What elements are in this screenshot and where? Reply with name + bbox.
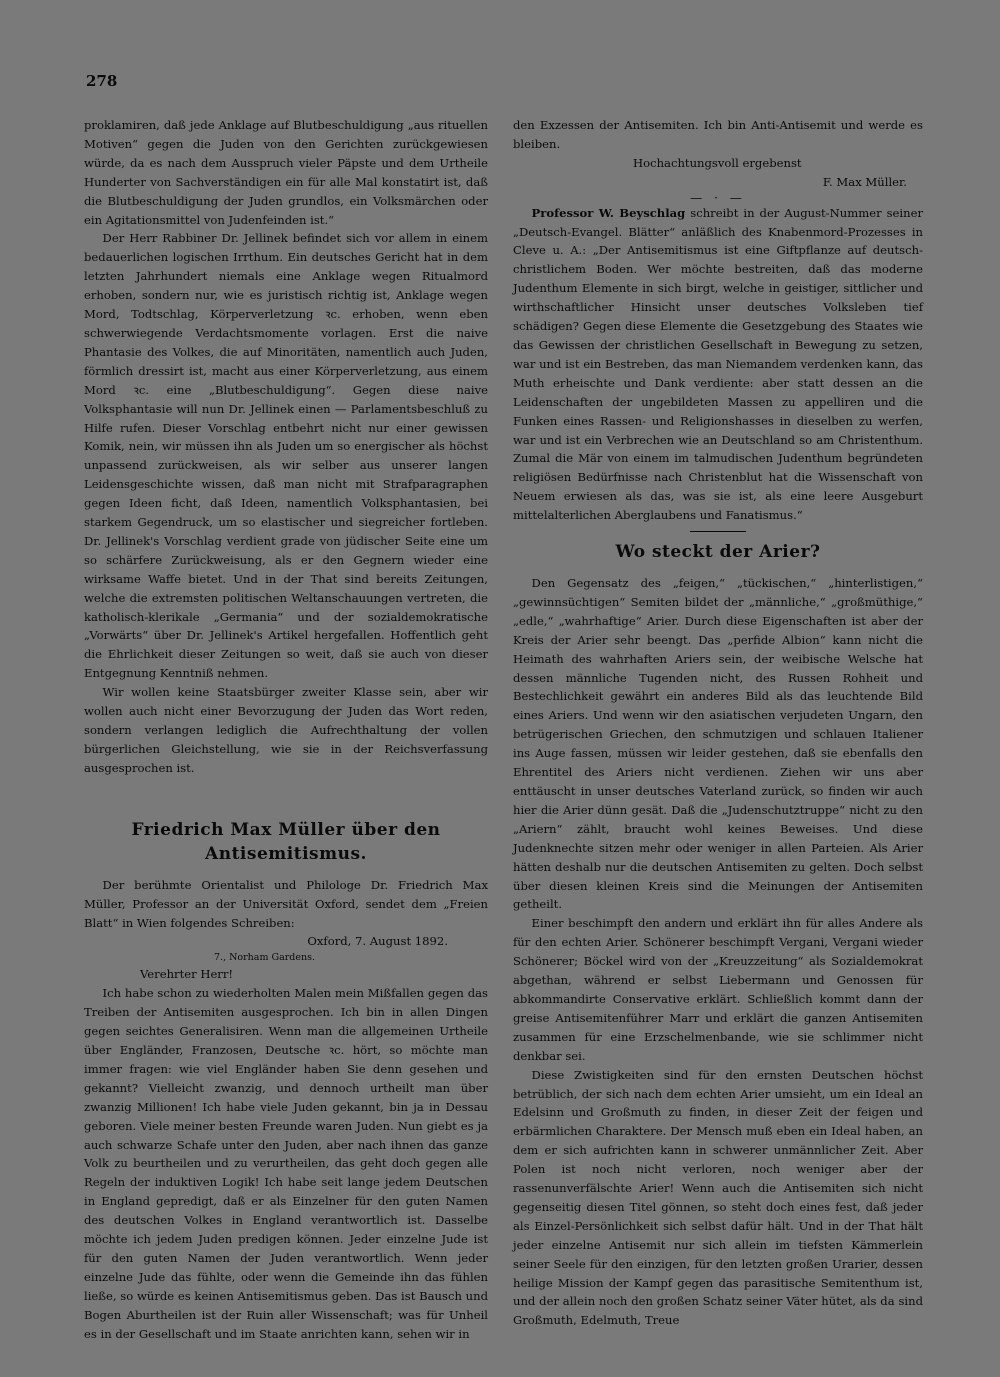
section-rule — [690, 531, 746, 532]
paragraph: Diese Zwistigkeiten sind für den ernsten Deutschen höchst betrüblich, der sich nach dem echten Arier umsieht, um ein Ideal an Edelsinn und Großmuth zu finden, in dieser Zeit der feigen und erbärmlichen Charaktere. Der Mensch muß eben ein Ideal haben, an dem er sich aufrichten kann in schwerer unmännlicher Zeit. Aber Polen ist noch nicht verloren, noch weniger aber der rassenunverfälschte Arier! Wenn auch die Antisemiten sich nicht gegenseitig diesen Titel gönnen, so steht doch eines fest, daß jeder als Einzel-Persönlichkeit sich selbst dafür hält. Und in der That hält jeder einzelne Antisemit nur sich allein im tiefsten Kämmerlein seiner Seele für den einzigen, für den letzten großen Urarier, dessen heilige Mission der Kampf gegen das parasitische Semitenthum ist, und der allein noch den großen Schatz seiner Väter hütet, als da sind Großmuth, Edelmuth, Treue — [513, 1067, 923, 1328]
page-number: 278 — [86, 72, 118, 90]
paragraph-text: schreibt in der August-Nummer seiner „Deutsch-Evangel. Blätter“ anläßlich des Knabenmord-Prozesses in Cleve u. A.: „Der Antisemitismus ist eine Giftpflanze auf deutsch-christlichem Boden. Wer möchte bestreiten, daß das moderne Judenthum Elemente in sich birgt, welche in geistiger, sittlicher und wirthschaftlicher Hinsicht unser deutsches Volksleben tief schädigen? Gegen diese Elemente die Gesetzgebung des Staates wie das Gewissen der christlichen Gesellschaft in Bewegung zu setzen, war und ist ein Bestreben, das man Niemandem verdenken kann, das Muth erheischte und Dank verdiente: aber statt dessen an die Leidenschaften der ungebildeten Massen zu appelliren und die Funken eines Rassen- und Religionshasses in dieselben zu werfen, war und ist ein Verbrechen wie an Deutschland so am Christenthum. Zumal die Mär von einem im talmudischen Judenthum begründeten religiösen Bedürfnisse nach Christenblut hat die Wissenschaft von Neuem erwiesen als das, was sie ist, als eine leere Ausgeburt mittelalterlichen Aberglaubens und Fanatismus.“ — [513, 205, 923, 523]
paragraph: Der berühmte Orientalist und Philologe Dr. Friedrich Max Müller, Professor an der Universität Oxford, sendet dem „Freien Blatt“ in Wien folgendes Schreiben: — [84, 877, 488, 930]
article-heading: Friedrich Max Müller über den Antisemitismus. — [131, 819, 441, 864]
section-divider: — · — — [690, 190, 746, 205]
letter-signature: F. Max Müller. — [822, 174, 907, 189]
paragraph: Der Herr Rabbiner Dr. Jellinek befindet sich vor allem in einem bedauerlichen logischen Irrthum. Ein deutsches Gericht hat in dem letzten Jahrhundert niemals eine Anklage wegen Ritualmord erhoben, sondern nur, wie es juristisch richtig ist, Anklage wegen Mord, Todtschlag, Körperverletzung ꝛc. erhoben, wenn eben schwerwiegende Verdachtsmomente vorlagen. Erst die naive Phantasie des Volkes, die auf Minoritäten, namentlich auch Juden, förmlich dressirt ist, macht aus einer Körperverletzung, aus einem Mord ꝛc. eine „Blutbeschuldigung“. Gegen diese naive Volksphantasie will nun Dr. Jellinek einen — Parlamentsbeschluß zu Hilfe rufen. Dieser Vorschlag entbehrt nicht nur einer gewissen Komik, nein, wir müssen ihn als Juden um so energischer als höchst unpassend zurückweisen, als wir selber aus unserer langen Leidensgeschichte wissen, daß man nicht mit Strafparagraphen gegen Ideen ficht, daß Ideen, namentlich Volksphantasien, bei starkem Gegendruck, um so elastischer und siegreicher fortleben. Dr. Jellinek's Vorschlag verdient grade von jüdischer Seite eine um so schärfere Zurückweisung, als er den Gegnern wieder eine wirksame Waffe bietet. Und in der That sind bereits Zeitungen, welche die extremsten politischen Weltanschauungen vertreten, die katholisch-klerikale „Germania“ und der sozialdemokratische „Vorwärts“ über Dr. Jellinek's Artikel hergefallen. Hoffentlich geht die Ehrlichkeit dieser Zeitungen so weit, daß sie auch von dieser Entgegnung Kenntniß nehmen. — [84, 231, 488, 681]
letter-dateline: Oxford, 7. August 1892. — [307, 934, 448, 949]
paragraph — [513, 204, 923, 525]
paragraph: Ich habe schon zu wiederholten Malen mein Mißfallen gegen das Treiben der Antisemiten ausgesprochen. Ich bin in allen Dingen gegen seichtes Generalisiren. Wenn man die allgemeinen Urtheile über Engländer, Franzosen, Deutsche ꝛc. hört, so möchte man immer fragen: wie viel Engländer haben Sie denn gesehen und gekannt? Vielleicht zwanzig, und dennoch urtheilt man über zwanzig Millionen! Ich habe viele Juden gekannt, bin ja in Dessau geboren. Viele meiner besten Freunde waren Juden. Nun giebt es ja auch schwarze Schafe unter den Juden, aber nach ihnen das ganze Volk zu beurtheilen und zu verurtheilen, das geht doch gegen alle Regeln der induktiven Logik! Ich habe seit lange jedem Deutschen in England gepredigt, daß er als Einzelner für den guten Namen des deutschen Volkes in England verantwortlich ist. Dasselbe möchte ich jedem Juden predigen können. Jeder einzelne Jude ist für den guten Namen der Juden verantwortlich. Wenn jeder einzelne Jude das fühlte, oder wenn die Gemeinde ihn das fühlen ließe, so würde es keinen Antisemitismus geben. Das ist Bausch und Bogen Aburtheilen ist der Ruin aller Wissenschaft; was für Unheil es in der Gesellschaft und im Staate anrichten kann, sehen wir in — [84, 986, 488, 1341]
quoted-author: Professor W. Beyschlag — [531, 205, 686, 220]
left-column — [84, 116, 488, 1343]
right-column — [513, 116, 923, 1330]
letter-greeting: Verehrter Herr! — [140, 967, 234, 982]
article-heading: Wo steckt der Arier? — [615, 542, 821, 563]
paragraph: Den Gegensatz des „feigen,“ „tückischen,“ „hinterlistigen,“ „gewinnsüchtigen“ Semiten bildet der „männliche,“ „großmüthige,“ „edle,“ „wahrhaftige“ Arier. Durch diese Eigenschaften ist aber der Kreis der Arier sehr beengt. Das „perfide Albion“ kann nicht die Heimath des wahrhaften Ariers sein, der weibische Welsche hat dessen männliche Tugenden nicht, des Russen Rohheit und Bestechlichkeit gewährt ein anderes Bild als das leuchtende Bild eines Ariers. Und wenn wir den asiatischen verjudeten Ungarn, den betrügerischen Griechen, den schmutzigen und schlauen Italiener ins Auge fassen, müssen wir leider gestehen, daß sie ebenfalls den Ehrentitel des Ariers nicht verdienen. Ziehen wir uns aber enttäuscht in unser deutsches Vaterland zurück, so finden wir auch hier die Arier dünn gesät. Daß die „Judenschutztruppe“ nicht zu den „Ariern“ zählt, braucht wohl keines Beweises. Und diese Judenknechte sitzen mehr oder weniger in allen Parteien. Als Arier hätten deshalb nur die deutschen Antisemiten zu gelten. Doch selbst über diesen kleinen Kreis sind die Meinungen der Antisemiten getheilt. — [513, 576, 923, 912]
paragraph: Einer beschimpft den andern und erklärt ihn für alles Andere als für den echten Arier. Schönerer beschimpft Vergani, Vergani wieder Schönerer; Böckel wird von der „Kreuzzeitung“ als Sozialdemokrat abgethan, während er selbst Liebermann und Genossen für abkommandirte Conservative erklärt. Schließlich kommt dann der greise Antisemitenführer Marr und erklärt die ganzen Antisemiten zusammen für eine Erzschelmenbande, wie sie schlimmer nicht denkbar sei. — [513, 916, 923, 1063]
letter-closing: Hochachtungsvoll ergebenst — [633, 155, 802, 170]
paragraph: proklamiren, daß jede Anklage auf Blutbeschuldigung „aus rituellen Motiven“ gegen die Juden von den Gerichten zurückgewiesen würde, da es nach dem Ausspruch vieler Päpste und dem Urtheile Hunderter von Sachverständigen ein für alle Mal konstatirt ist, daß die Blutbeschuldigung der Juden grundlos, ein Volksmärchen oder ein Agitationsmittel von Judenfeinden ist.“ — [84, 118, 488, 227]
paragraph: den Exzessen der Antisemiten. Ich bin Anti-Antisemit und werde es bleiben. — [513, 118, 923, 151]
paragraph: Wir wollen keine Staatsbürger zweiter Klasse sein, aber wir wollen auch nicht einer Bevorzugung der Juden das Wort reden, sondern verlangen lediglich die Aufrechthaltung der vollen bürgerlichen Gleichstellung, wie sie in der Reichsverfassung ausgesprochen ist. — [84, 685, 488, 775]
letter-address: 7., Norham Gardens. — [214, 952, 315, 964]
